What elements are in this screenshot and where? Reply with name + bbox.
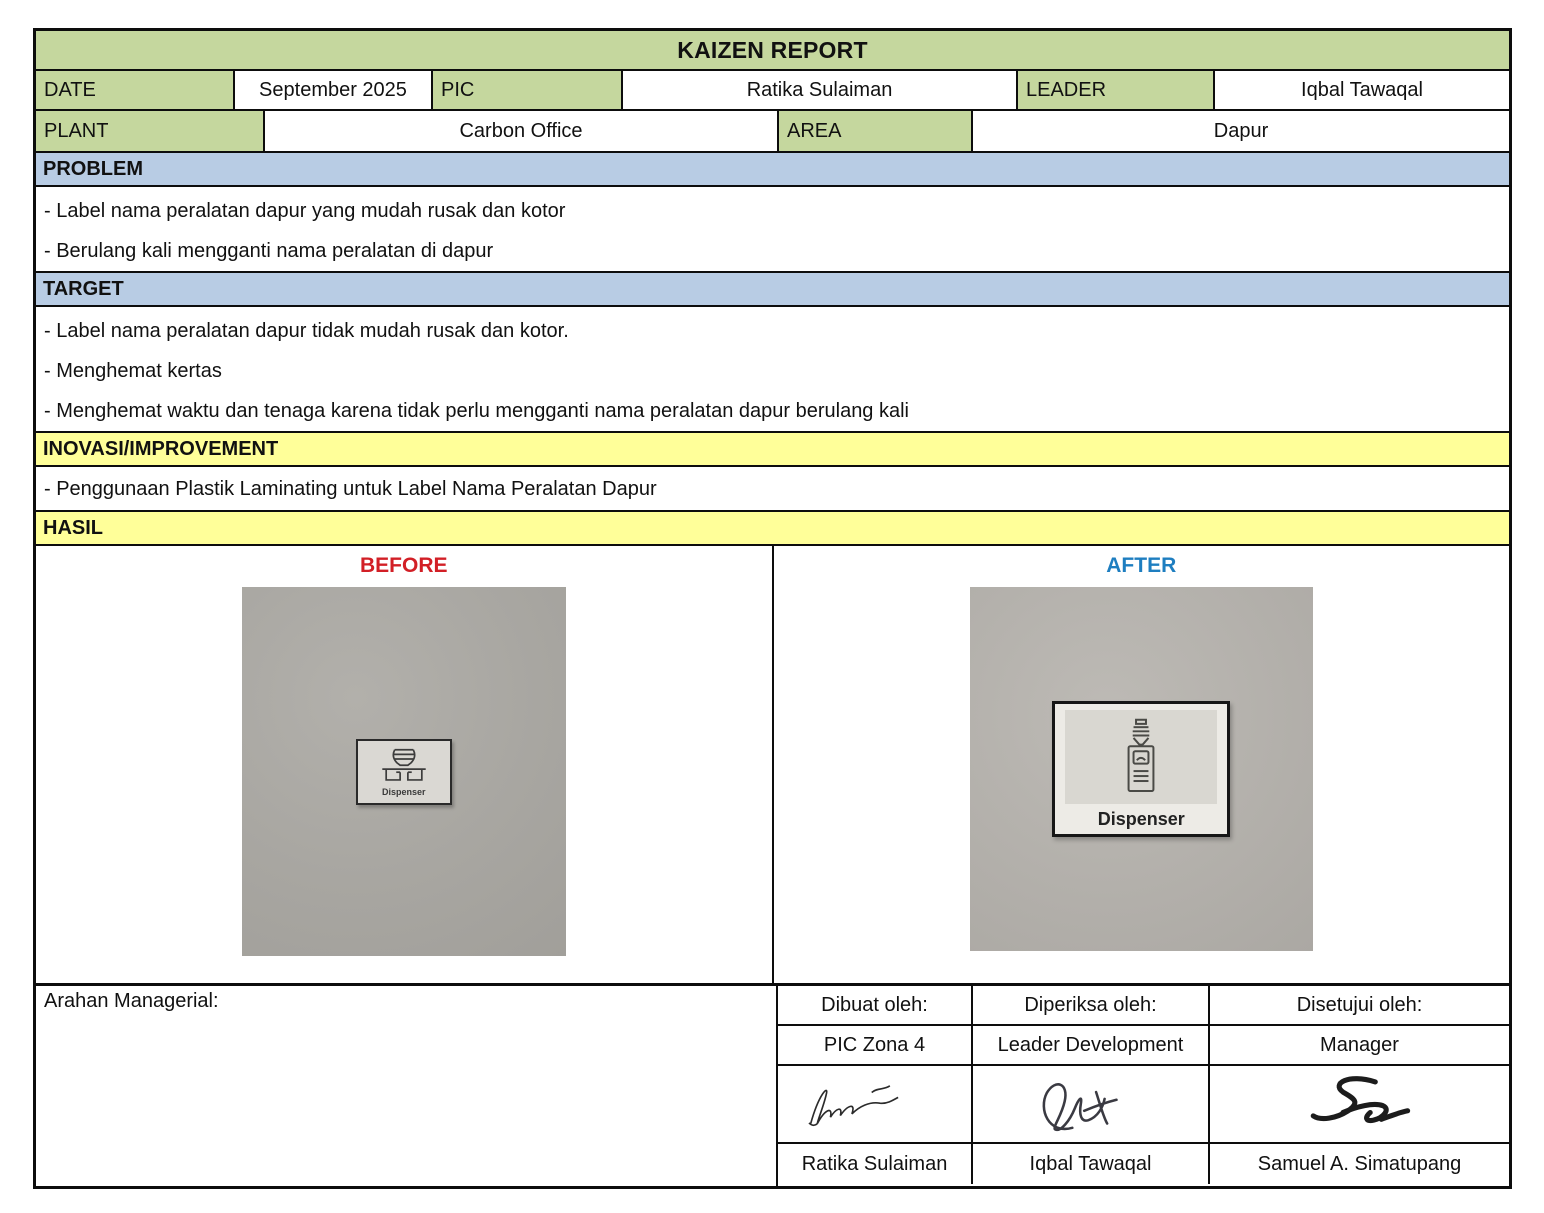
dispenser-icon	[373, 746, 435, 786]
diperiksa-oleh-name: Iqbal Tawaqal	[973, 1144, 1210, 1184]
dibuat-oleh-name: Ratika Sulaiman	[778, 1144, 973, 1184]
dispenser-icon	[1065, 710, 1217, 804]
inovasi-header: INOVASI/IMPROVEMENT	[36, 433, 1509, 467]
leader-label: LEADER	[1018, 71, 1215, 109]
area-value: Dapur	[1213, 119, 1269, 142]
before-label: BEFORE	[359, 554, 448, 577]
disetujui-oleh-name: Samuel A. Simatupang	[1257, 1152, 1462, 1175]
approval-name-row	[778, 1144, 1509, 1184]
target-item: - Menghemat kertas	[44, 360, 222, 382]
dibuat-oleh-header: Dibuat oleh:	[778, 986, 973, 1024]
signature-samuel	[1210, 1066, 1509, 1142]
inovasi-item: - Penggunaan Plastik Laminating untuk Label Nama Peralatan Dapur	[44, 477, 657, 500]
diperiksa-oleh-header: Diperiksa oleh:	[973, 986, 1210, 1024]
target-item: - Label nama peralatan dapur tidak mudah rusak dan kotor.	[44, 320, 569, 342]
disetujui-oleh-role: Manager	[1320, 1033, 1399, 1056]
plant-label: PLANT	[36, 111, 265, 151]
diperiksa-oleh-role: Leader Development	[973, 1026, 1210, 1064]
before-column	[36, 546, 774, 983]
after-column	[774, 546, 1510, 983]
approval-header-row	[778, 986, 1509, 1026]
inovasi-body	[36, 467, 1509, 512]
disetujui-oleh-header: Disetujui oleh:	[1296, 993, 1423, 1016]
approval-signature-row	[778, 1066, 1509, 1144]
meta-row-1	[36, 71, 1509, 111]
before-tag-text: Dispenser	[381, 787, 426, 797]
signature-ratika	[778, 1066, 973, 1142]
problem-item: - Label nama peralatan dapur yang mudah rusak dan kotor	[44, 200, 566, 222]
meta-row-2	[36, 111, 1509, 153]
after-tag-text: Dispenser	[1097, 808, 1185, 829]
problem-body	[36, 187, 1509, 273]
problem-header: PROBLEM	[36, 153, 1509, 187]
target-header: TARGET	[36, 273, 1509, 307]
date-label: DATE	[36, 71, 235, 109]
after-label: AFTER	[1106, 554, 1177, 577]
problem-item: - Berulang kali mengganti nama peralatan di dapur	[44, 240, 494, 262]
arahan-managerial-cell: Arahan Managerial:	[36, 986, 778, 1186]
after-photo	[970, 587, 1313, 951]
after-equipment-tag	[1052, 701, 1230, 837]
footer-section	[36, 986, 1509, 1186]
target-body	[36, 307, 1509, 433]
report-title: KAIZEN REPORT	[36, 31, 1509, 71]
pic-label: PIC	[433, 71, 623, 109]
before-equipment-tag	[356, 739, 452, 805]
dibuat-oleh-role: PIC Zona 4	[778, 1026, 973, 1064]
leader-value: Iqbal Tawaqal	[1301, 78, 1423, 101]
approval-grid	[778, 986, 1509, 1186]
pic-value: Ratika Sulaiman	[623, 71, 1018, 109]
signature-iqbal	[973, 1066, 1210, 1142]
before-photo	[242, 587, 566, 956]
hasil-header: HASIL	[36, 512, 1509, 546]
date-value: September 2025	[235, 71, 433, 109]
target-item: - Menghemat waktu dan tenaga karena tidak perlu mengganti nama peralatan dapur berulang kali	[44, 400, 909, 422]
kaizen-report-table	[33, 28, 1512, 1189]
hasil-body	[36, 546, 1509, 986]
approval-role-row	[778, 1026, 1509, 1066]
plant-value: Carbon Office	[265, 111, 779, 151]
area-label: AREA	[779, 111, 973, 151]
